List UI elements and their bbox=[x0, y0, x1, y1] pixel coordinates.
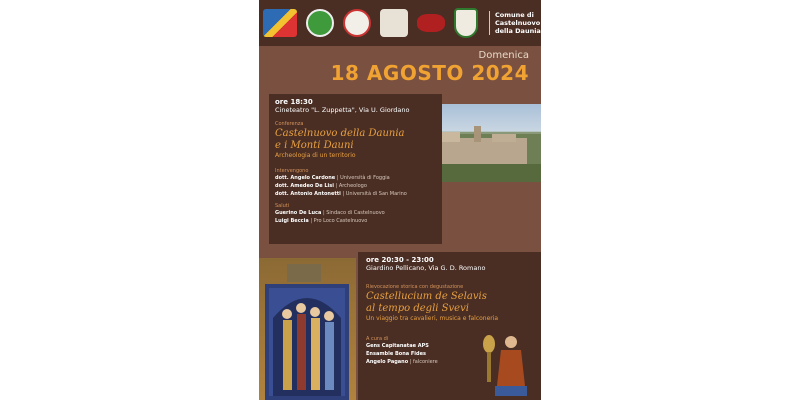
organizer-line: Ensamble Bona Fides bbox=[366, 351, 426, 357]
reenactment-subtitle: Un viaggio tra cavalieri, musica e falconeria bbox=[366, 315, 499, 322]
conference-title-2: e i Monti Dauni bbox=[275, 140, 354, 151]
speaker-line: dott. Amedeo De Lisi | Archeologo bbox=[275, 183, 367, 189]
conference-panel bbox=[269, 94, 442, 244]
reenactment-place: Giardino Pellicano, Via G. D. Romano bbox=[366, 264, 486, 272]
conference-subtitle: Archeologia di un territorio bbox=[275, 152, 356, 159]
green-circle-logo-icon bbox=[306, 9, 334, 37]
speakers-label: Intervengono bbox=[275, 168, 309, 174]
logo-strip bbox=[259, 0, 541, 46]
reenactment-title-2: al tempo degli Svevi bbox=[366, 303, 469, 314]
conference-title-1: Castelnuovo della Daunia bbox=[275, 128, 405, 139]
conference-place: Cineteatro "L. Zuppetta", Via U. Giordano bbox=[275, 106, 410, 114]
medieval-illumination bbox=[259, 258, 356, 400]
comune-label: Comune di Castelnuovo della Daunia bbox=[489, 11, 541, 35]
reenactment-time: ore 20:30 - 23:00 bbox=[366, 256, 434, 264]
event-logo-icon bbox=[263, 9, 297, 37]
falconer-figure bbox=[473, 330, 529, 398]
reenactment-title-1: Castellucium de Selavis bbox=[366, 291, 487, 302]
organizer-line: Angelo Pagano | falconiere bbox=[366, 359, 438, 365]
organizer-line: Gens Capitanatae APS bbox=[366, 343, 429, 349]
organizers-label: A cura di bbox=[366, 336, 389, 342]
event-poster bbox=[259, 0, 541, 400]
speaker-line: dott. Angelo Cardone | Università di Foggia bbox=[275, 175, 390, 181]
gens-capitanatae-logo-icon bbox=[380, 9, 408, 37]
reenactment-section: Rievocazione storica con degustazione bbox=[366, 284, 464, 290]
red-oval-logo-icon bbox=[417, 14, 445, 32]
event-date bbox=[331, 50, 529, 85]
event-day: Domenica bbox=[478, 50, 529, 61]
conference-section: Conferenza bbox=[275, 121, 304, 127]
coat-of-arms-icon bbox=[454, 8, 478, 38]
greetings-label: Saluti bbox=[275, 203, 290, 209]
greeting-line: Guerino De Luca | Sindaco di Castelnuovo bbox=[275, 210, 385, 216]
event-date-text: 18 AGOSTO 2024 bbox=[330, 61, 529, 85]
conference-time: ore 18:30 bbox=[275, 98, 313, 106]
greeting-line: Luigi Beccia | Pro Loco Castelnuovo bbox=[275, 218, 368, 224]
bona-fides-logo-icon bbox=[343, 9, 371, 37]
speaker-line: dott. Antonio Antonetti | Università di San Marino bbox=[275, 191, 407, 197]
